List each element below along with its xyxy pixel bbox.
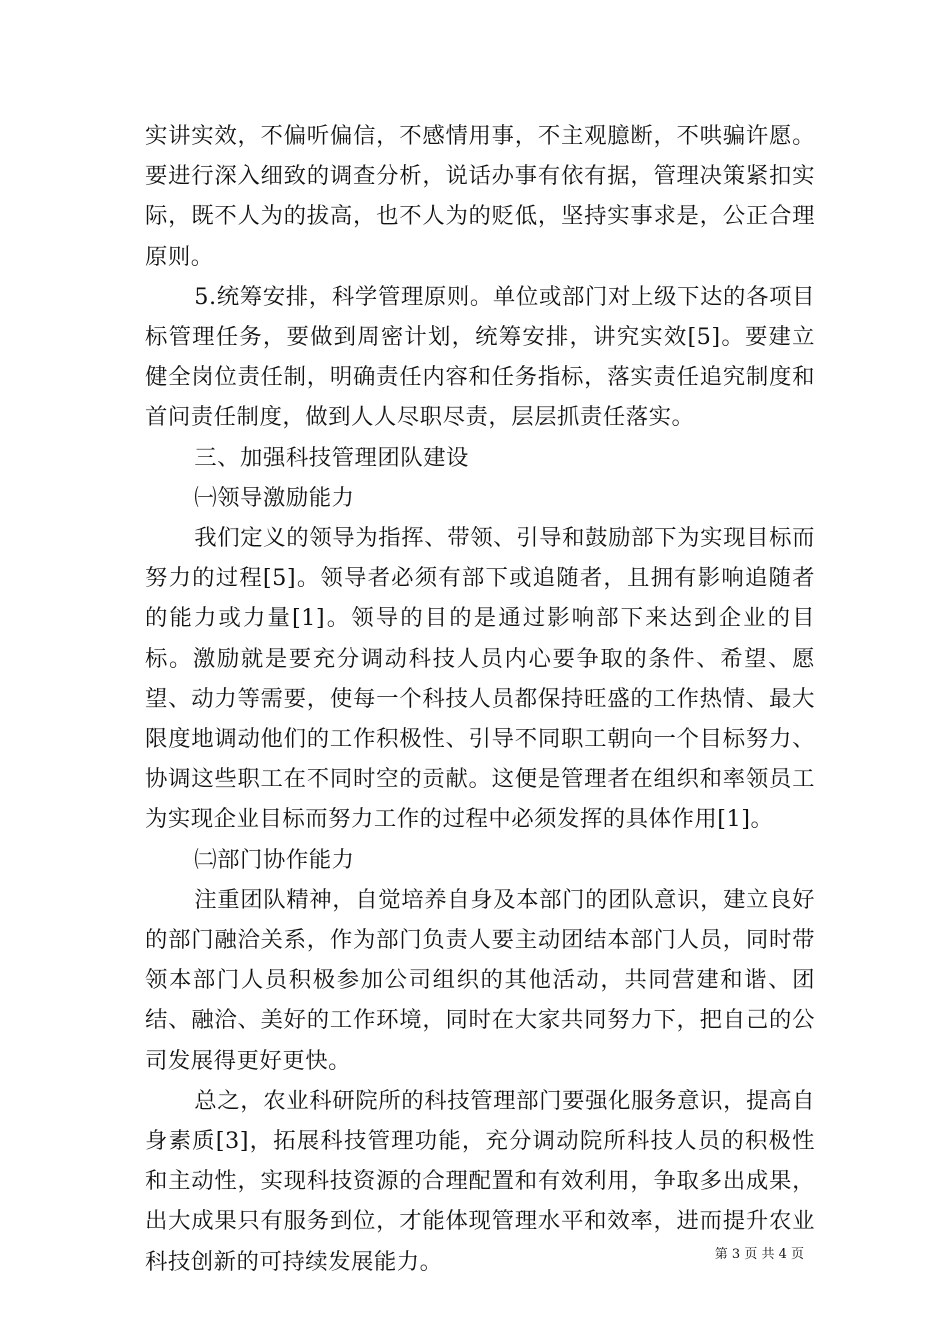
paragraph-leadership: 我们定义的领导为指挥、带领、引导和鼓励部下为实现目标而努力的过程[5]。领导者必须有部下或追随者，且拥有影响追随者的能力或力量[1]。领导的目的是通过影响部下来达到企业的目标。激励就是要充分调动科技人员内心要争取的条件、希望、愿望、动力等需要，使每一个科技人员都保持旺盛的工作热情、最大限度地调动他们的工作积极性、引导不同职工朝向一个目标努力、协调这些职工在不同时空的贡献。这便是管理者在组织和率领员工为实现企业目标而努力工作的过程中必须发挥的具体作用[1]。 [145, 525, 815, 833]
section-heading: 三、加强科技管理团队建设 [194, 444, 469, 471]
subsection-heading-cooperation: ㈡部门协作能力 [194, 846, 355, 873]
body-text [145, 116, 815, 1282]
subsection-heading-leadership: ㈠领导激励能力 [194, 484, 355, 511]
paragraph-conclusion: 总之，农业科研院所的科技管理部门要强化服务意识，提高自身素质[3]，拓展科技管理功能，充分调动院所科技人员的积极性和主动性，实现科技资源的合理配置和有效利用，争取多出成果，出大成果只有服务到位，才能体现管理水平和效率，进而提升农业科技创新的可持续发展能力。 [145, 1087, 815, 1275]
paragraph-continuation: 实讲实效，不偏听偏信，不感情用事，不主观臆断，不哄骗许愿。要进行深入细致的调查分析，说话办事有依有据，管理决策紧扣实际，既不人为的拔高，也不人为的贬低，坚持实事求是，公正合理原则。 [145, 123, 815, 270]
paragraph-principle-5: 5.统筹安排，科学管理原则。单位或部门对上级下达的各项目标管理任务，要做到周密计划，统筹安排，讲究实效[5]。要建立健全岗位责任制，明确责任内容和任务指标，落实责任追究制度和首问责任制度，做到人人尽职尽责，层层抓责任落实。 [145, 283, 815, 431]
page-number-footer: 第 3 页 共 4 页 [714, 1247, 804, 1262]
paragraph-cooperation: 注重团队精神，自觉培养自身及本部门的团队意识，建立良好的部门融洽关系，作为部门负责人要主动团结本部门人员，同时带领本部门人员积极参加公司组织的其他活动，共同营建和谐、团结、融洽、美好的工作环境，同时在大家共同努力下，把自己的公司发展得更好更快。 [145, 886, 815, 1074]
